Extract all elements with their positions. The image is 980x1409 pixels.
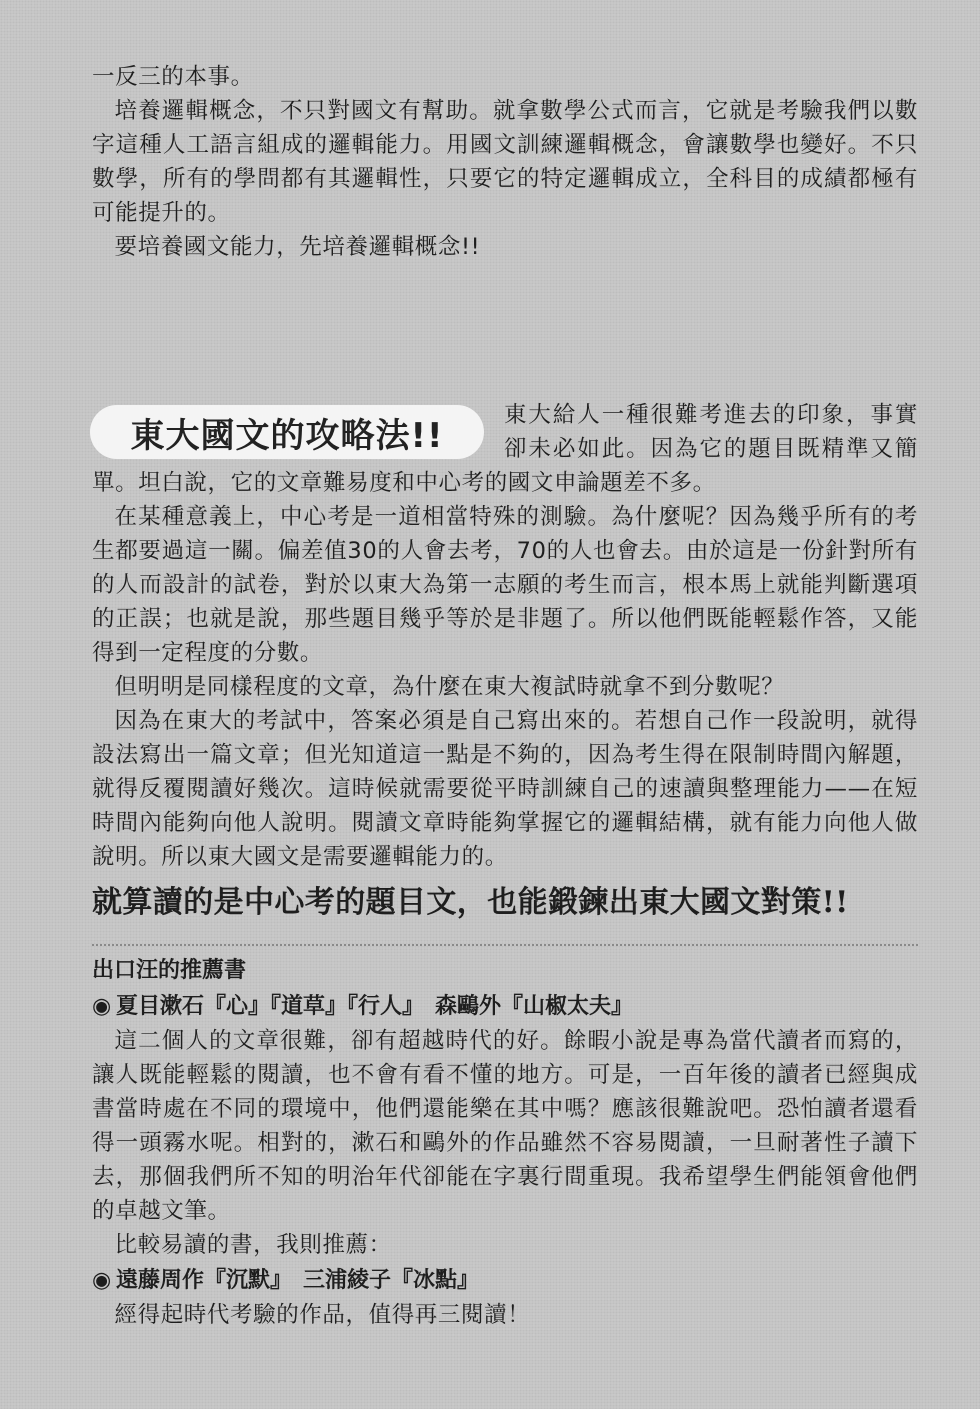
todai-section bbox=[92, 398, 918, 926]
book-titles-2: 遠藤周作『沉默』 三浦綾子『冰點』 bbox=[116, 1267, 480, 1293]
paragraph-answer: 因為在東大的考試中，答案必須是自己寫出來的。若想自己作一段說明，就得設法寫出一篇文章；但光知道這一點是不夠的，因為考生得在限制時間內解題，就得反覆閱讀好幾次。這時候就需要從平時訓練自己的速讀與整理能力——在短時間內能夠向他人說明。閱讀文章時能夠掌握它的邏輯結構，就有能力向他人做說明。所以東大國文是需要邏輯能力的。 bbox=[92, 708, 918, 870]
conclusion-headline: 就算讀的是中心考的題目文，也能鍛鍊出東大國文對策!! bbox=[92, 885, 849, 920]
recommendation-intro-2: 比較易讀的書，我則推薦： bbox=[114, 1232, 392, 1258]
paragraph-center-exam: 在某種意義上，中心考是一道相當特殊的測驗。為什麼呢？因為幾乎所有的考生都要過這一關。偏差值30的人會去考，70的人也會去。由於這是一份針對所有的人而設計的試卷，對於以東大為第一志願的考生而言，根本馬上就能判斷選項的正誤；也就是說，那些題目幾乎等於是非題了。所以他們既能輕鬆作答，又能得到一定程度的分數。 bbox=[92, 504, 918, 666]
paragraph-motto: 要培養國文能力，先培養邏輯概念!! bbox=[114, 234, 481, 260]
dotted-divider bbox=[92, 944, 918, 946]
bullet-icon: ◉ bbox=[92, 1267, 112, 1293]
paragraph-question: 但明明是同樣程度的文章，為什麼在東大複試時就拿不到分數呢？ bbox=[114, 674, 785, 700]
book-list-2 bbox=[92, 1262, 918, 1298]
book-titles-1: 夏目漱石『心』『道草』『行人』 森鷗外『山椒太夫』 bbox=[116, 993, 634, 1019]
intro-section bbox=[92, 60, 918, 264]
book-comment-2: 經得起時代考驗的作品，值得再三閱讀！ bbox=[114, 1302, 531, 1328]
paragraph-continuation: 一反三的本事。 bbox=[92, 64, 254, 90]
paragraph-impression: 東大給人一種很難考進去的印象，事實卻未必如此。因為它的題目既精準又簡單。坦白說，它的文章難易度和中心考的國文申論題差不多。 bbox=[92, 402, 918, 496]
book-list-1 bbox=[92, 988, 918, 1024]
recommendation-box bbox=[92, 954, 918, 1332]
book-comment-1: 這二個人的文章很難，卻有超越時代的好。餘暇小說是專為當代讀者而寫的，讓人既能輕鬆的閱讀，也不會有看不懂的地方。可是，一百年後的讀者已經與成書當時處在不同的環境中，他們還能樂在其中嗎？應該很難說吧。恐怕讀者還看得一頭霧水呢。相對的，漱石和鷗外的作品雖然不容易閱讀，一旦耐著性子讀下去，那個我們所不知的明治年代卻能在字裏行間重現。我希望學生們能領會他們的卓越文筆。 bbox=[92, 1028, 918, 1224]
paragraph-logic: 培養邏輯概念，不只對國文有幫助。就拿數學公式而言，它就是考驗我們以數字這種人工語言組成的邏輯能力。用國文訓練邏輯概念，會讓數學也變好。不只數學，所有的學問都有其邏輯性，只要它的特定邏輯成立，全科目的成績都極有可能提升的。 bbox=[92, 98, 918, 226]
heading-float-space bbox=[92, 398, 504, 466]
recommendation-title: 出口汪的推薦書 bbox=[92, 958, 247, 983]
section-heading: 東大國文的攻略法!! bbox=[130, 415, 444, 456]
bullet-icon: ◉ bbox=[92, 993, 112, 1019]
